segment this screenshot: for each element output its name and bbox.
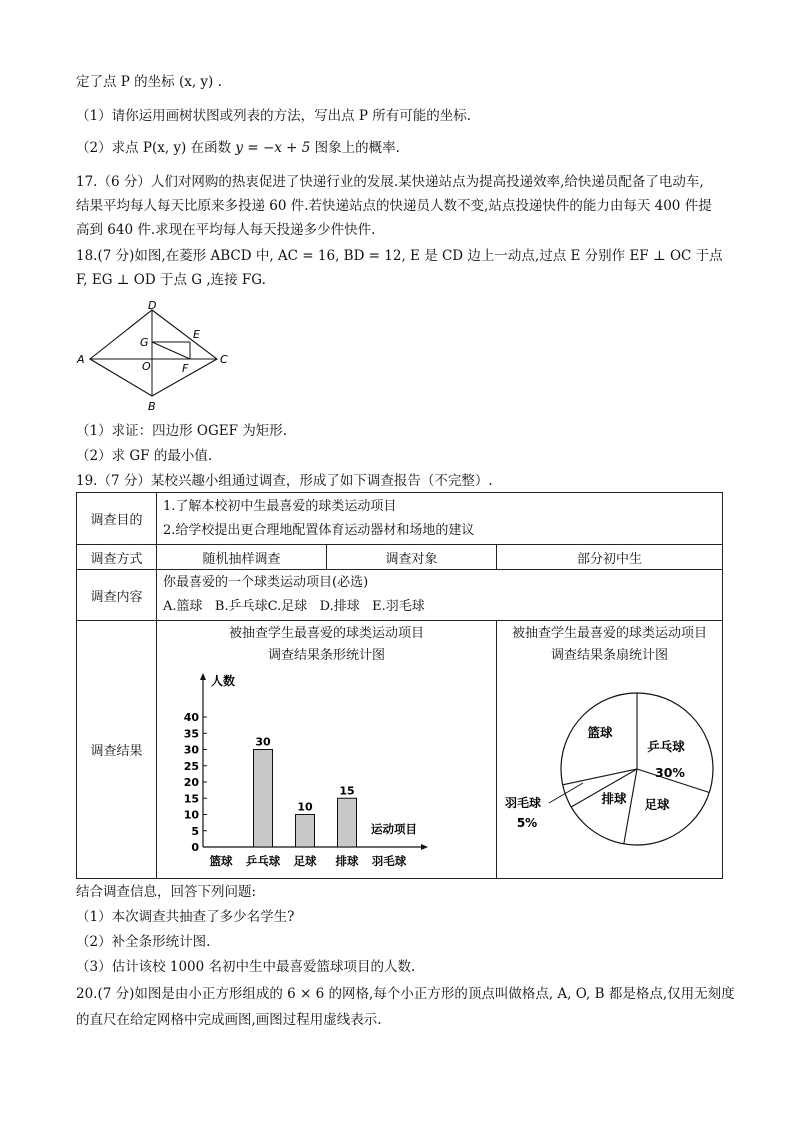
p17-line-1: 17.（6 分）人们对网购的热衷促进了快递行业的发展.某快递站点为提高投递效率,给快递员配备了电动车, bbox=[76, 174, 704, 190]
content-label: 调查内容 bbox=[77, 570, 157, 621]
p16-q2-function: y = −x + 5 bbox=[235, 140, 311, 156]
label-c: C bbox=[220, 353, 228, 366]
bar bbox=[254, 750, 273, 848]
bar bbox=[296, 815, 315, 848]
bar-data-label: 15 bbox=[339, 784, 355, 798]
p16-q2-pre: （2）求点 P(x, y) 在函数 bbox=[76, 140, 232, 156]
y-tick-label: 10 bbox=[183, 808, 199, 822]
label-f: F bbox=[182, 362, 189, 375]
purpose-1: 1.了解本校初中生最喜爱的球类运动项目 bbox=[163, 498, 397, 514]
method-value: 随机抽样调查 bbox=[157, 545, 327, 570]
p16-question-1: （1）请你运用画树状图或列表的方法，写出点 P 所有可能的坐标. bbox=[76, 108, 472, 124]
p19-intro: 19.（7 分）某校兴趣小组通过调查，形成了如下调查报告（不完整）. bbox=[76, 473, 493, 489]
x-tick-label: 足球 bbox=[293, 854, 317, 868]
rhombus-diagram bbox=[72, 300, 242, 418]
rhombus-abcd bbox=[90, 310, 217, 396]
object-value: 部分初中生 bbox=[497, 545, 723, 570]
p19-question-3: （3）估计该校 1000 名初中生中最喜爱篮球项目的人数. bbox=[76, 959, 416, 975]
p16-intro-tail: 定了点 P 的坐标 (x, y) . bbox=[76, 74, 222, 90]
pie-chart-subtitle: 调查结果条扇统计图 bbox=[551, 648, 669, 663]
p19-question-1: （1）本次调查共抽查了多少名学生? bbox=[76, 909, 295, 925]
y-tick-label: 5 bbox=[191, 824, 199, 838]
p16-q2-post: 图象上的概率. bbox=[314, 140, 400, 156]
object-label: 调查对象 bbox=[327, 545, 497, 570]
p18-line-1: 18.(7 分)如图,在菱形 ABCD 中, AC = 16, BD = 12, E 是 CD 边上一动点,过点 E 分别作 EF ⊥ OC 于点 bbox=[76, 248, 723, 264]
bar bbox=[338, 798, 357, 847]
bar-chart bbox=[157, 667, 497, 873]
label-g: G bbox=[140, 336, 149, 349]
x-tick-label: 排球 bbox=[335, 854, 359, 868]
y-axis-label: 人数 bbox=[211, 674, 236, 688]
y-tick-label: 0 bbox=[191, 841, 199, 854]
p20-line-1: 20.(7 分)如图是由小正方形组成的 6 × 6 的网格,每个小正方形的顶点叫做格点, A, O, B 都是格点,仅用无刻度 bbox=[76, 986, 735, 1002]
pie-slice-percent: 5% bbox=[516, 816, 538, 830]
pie-chart bbox=[497, 667, 721, 873]
result-label: 调查结果 bbox=[77, 621, 157, 879]
y-axis-arrow bbox=[200, 673, 206, 680]
p18-question-1: （1）求证：四边形 OGEF 为矩形. bbox=[76, 423, 288, 439]
y-tick-label: 40 bbox=[183, 711, 199, 724]
p16-question-2 bbox=[76, 138, 400, 158]
bar-data-label: 10 bbox=[297, 800, 313, 814]
pie-slice-percent: 30% bbox=[655, 765, 685, 780]
x-axis-label: 运动项目 bbox=[371, 822, 417, 836]
y-tick-label: 30 bbox=[183, 743, 199, 757]
p18-question-2: （2）求 GF 的最小值. bbox=[76, 448, 213, 464]
content-options: A.篮球 B.乒乓球C.足球 D.排球 E.羽毛球 bbox=[163, 599, 425, 614]
survey-table bbox=[76, 492, 723, 879]
bar-chart-cell bbox=[157, 621, 497, 879]
method-label: 调查方式 bbox=[77, 545, 157, 570]
x-tick-label: 篮球 bbox=[209, 854, 233, 868]
bar-chart-subtitle: 调查结果条形统计图 bbox=[267, 648, 385, 663]
y-tick-label: 15 bbox=[183, 792, 199, 806]
p17-line-2: 结果平均每人每天比原来多投递 60 件.若快递站点的快递员人数不变,站点投递快件的能力由每天 400 件提 bbox=[76, 198, 712, 214]
pie-slice-label: 排球 bbox=[601, 791, 627, 806]
p19-after: 结合调查信息，回答下列问题: bbox=[76, 884, 257, 900]
y-tick-label: 20 bbox=[183, 776, 199, 789]
p20-line-2: 的直尺在给定网格中完成画图,画图过程用虚线表示. bbox=[76, 1012, 382, 1028]
pie-chart-cell bbox=[497, 621, 723, 879]
bar-data-label: 30 bbox=[255, 735, 271, 749]
label-a: A bbox=[77, 353, 85, 366]
pie-slice-label: 篮球 bbox=[587, 725, 613, 740]
label-e: E bbox=[193, 328, 200, 341]
p17-line-3: 高到 640 件.求现在平均每人每天投递多少件快件. bbox=[76, 222, 376, 238]
x-tick-label: 羽毛球 bbox=[371, 854, 407, 868]
purpose-cell bbox=[157, 493, 723, 545]
purpose-2: 2.给学校提出更合理地配置体育运动器材和场地的建议 bbox=[163, 522, 475, 538]
label-d: D bbox=[148, 300, 157, 312]
pie-chart-title: 被抽查学生最喜爱的球类运动项目 bbox=[512, 626, 708, 641]
pie-slice-label: 羽毛球 bbox=[504, 796, 542, 810]
purpose-label: 调查目的 bbox=[77, 493, 157, 545]
pie-slice-label: 足球 bbox=[644, 797, 670, 812]
p19-question-2: （2）补全条形统计图. bbox=[76, 934, 211, 950]
x-axis-arrow bbox=[421, 844, 428, 850]
label-o: O bbox=[142, 360, 151, 373]
y-tick-label: 25 bbox=[183, 759, 199, 773]
p18-line-2: F, EG ⊥ OD 于点 G ,连接 FG. bbox=[76, 272, 266, 288]
bar-chart-title: 被抽查学生最喜爱的球类运动项目 bbox=[228, 626, 424, 641]
y-tick-label: 35 bbox=[183, 727, 199, 741]
segment-gf bbox=[152, 342, 190, 359]
content-cell bbox=[157, 570, 723, 621]
content-question: 你最喜爱的一个球类运动项目(必选) bbox=[163, 575, 369, 590]
pie-slice-label: 乒乓球 bbox=[647, 739, 685, 754]
label-b: B bbox=[148, 400, 156, 413]
x-tick-label: 乒乓球 bbox=[245, 854, 281, 868]
